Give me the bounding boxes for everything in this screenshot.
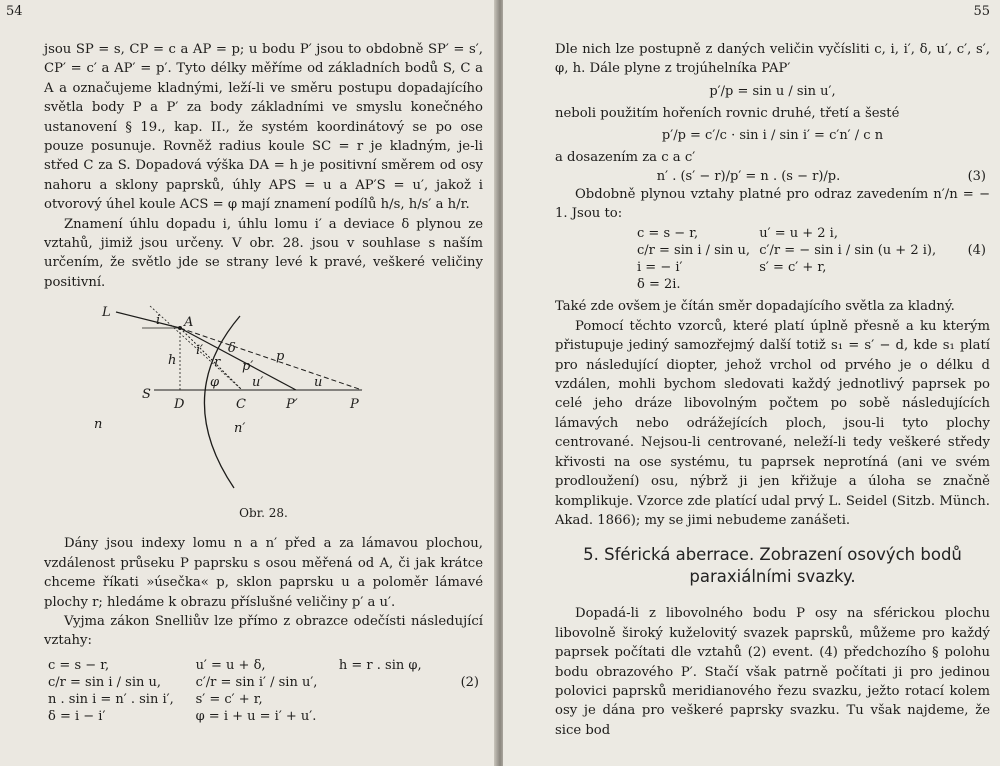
- label-L: L: [102, 305, 111, 321]
- label-p: p: [276, 349, 285, 365]
- equation: δ = 2i.: [637, 277, 681, 293]
- equation: c/r = sin i / sin u,: [637, 243, 751, 259]
- equation: c = s − r,: [48, 657, 110, 673]
- equation: c′/r = − sin i / sin (u + 2 i),: [759, 243, 937, 259]
- label-n-prime: n′: [234, 421, 246, 437]
- equation: u′ = u + 2 i,: [759, 226, 838, 242]
- figure-28: [44, 298, 483, 520]
- label-n: n: [94, 417, 103, 433]
- equation: p′/p = c′/c · sin i / sin i′ = c′n′ / c n: [661, 128, 884, 144]
- equation: s′ = c′ + r,: [759, 260, 827, 276]
- label-D: D: [174, 397, 185, 413]
- paragraph: Dány jsou indexy lomu n a n′ před a za lámavou plochou, vzdálenost průseku P paprsku s osou měřená od A, či jak krátce chceme říkati »úsečka« p, sklon paprsku u a poloměr lámavé plochy r; hledáme k obrazu příslušné veličiny p′ a u′.: [44, 536, 483, 610]
- equation: u′ = u + δ,: [195, 657, 266, 673]
- equation: φ = i + u = i′ + u′.: [195, 708, 317, 724]
- equation: n′ . (s′ − r)/p′ = n . (s − r)/p.: [656, 168, 841, 184]
- equation-block-4: [555, 225, 990, 293]
- page-number-right: 55: [973, 4, 990, 19]
- label-delta: δ: [228, 341, 236, 357]
- paragraph: Dopadá-li z libovolného bodu P osy na sférickou plochu libovolně široký kuželovitý svazek paprsků, můžeme pro každý paprsek počítati dle vztahů (2) event. (4) předchozího § polohu bodu obrazového P′. Stačí však patrně počítati ji pro jedinou polovici paprsků meridianového řezu svazku, ježto rotací kolem osy je dána pro veškeré paprsky svazku. Tu však najdeme, že sice bod: [555, 606, 990, 738]
- paragraph: a dosazením za c a c′: [555, 150, 696, 166]
- incident-ray: [116, 312, 180, 328]
- equation: δ = i − i′: [48, 708, 106, 724]
- left-page: [0, 0, 497, 766]
- equation: p′/p = sin u / sin u′,: [709, 83, 836, 99]
- label-u: u: [314, 375, 323, 391]
- equation: s′ = c′ + r,: [195, 691, 263, 707]
- equation: c′/r = sin i′ / sin u′,: [195, 674, 318, 690]
- label-h: h: [168, 353, 177, 369]
- equation-number: (3): [967, 168, 986, 184]
- label-P: P: [350, 397, 359, 413]
- label-S: S: [142, 387, 151, 403]
- page-number-left: 54: [6, 4, 23, 19]
- right-page: [503, 0, 1000, 766]
- label-i-prime: i′: [196, 343, 204, 359]
- label-A: A: [184, 315, 194, 331]
- point-A: [178, 326, 182, 330]
- label-P-prime: P′: [286, 397, 298, 413]
- paragraph: Obdobně plynou vztahy platné pro odraz zavedením n′/n = − 1. Jsou to:: [555, 186, 990, 222]
- figure-caption: Obr. 28.: [239, 506, 288, 521]
- paragraph: Znamení úhlu dopadu i, úhlu lomu i′ a deviace δ plynou ze vztahů, jimiž jsou určeny. V obr. 28. jsou v souhlase s naším určením, že světlo jde se strany levé k pravé, veškeré veličiny positivní.: [44, 216, 483, 290]
- equation: n . sin i = n′ . sin i′,: [48, 691, 174, 707]
- equation: c/r = sin i / sin u,: [48, 674, 162, 690]
- label-i: i: [156, 313, 161, 329]
- paragraph: Dle nich lze postupně z daných veličin vyčísliti c, i, i′, δ, u′, c′, s′, φ, h. Dále plyne z trojúhelníka PAP′: [555, 42, 990, 77]
- equation: c = s − r,: [637, 226, 699, 242]
- label-phi: φ: [210, 375, 220, 391]
- label-u-prime: u′: [252, 375, 264, 391]
- label-C: C: [236, 397, 246, 413]
- equation-block-2: [44, 657, 483, 725]
- label-r: r: [214, 355, 221, 371]
- equation: i = − i′: [637, 260, 683, 276]
- paragraph: Pomocí těchto vzorců, které platí úplně přesně a ku kterým přistupuje jediný samozřejmý další totiž s₁ = s′ − d, kde s₁ platí pro následující diopter, jehož vrchol od prvého je o délku d vzdálen, mohli bychom sledovati každý jednotlivý paprsek po celé jeho dráze libovolným počtem po sobě následujících lámavých nebo odrážejících ploch, jsou-li tyto plochy centrované. Nejsou-li centrované, neleží-li tedy veškeré středy křivosti na ose systému, tu paprsek neprotíná (ani ve svém prodloužení) osu, nýbrž ji jen křižuje a úloha se značně komplikuje. Vzorce zde platící udal prvý L. Seidel (Sitzb. Münch. Akad. 1866); my se jimi nebudeme zanášeti.: [555, 318, 990, 528]
- paragraph: jsou SP = s, CP = c a AP = p; u bodu P′ jsou to obdobně SP′ = s′, CP′ = c′ a AP′ = p′. Tyto délky měříme od základních bodů S, C a A a označujeme kladnými, leží-li ve směru postupu dopadajícího světla body P a P′ za body základními ve smyslu konečného ustanovení § 19., kap. II., že systém koordinátový se po ose pouze posunuje. Rovněž radius koule SC = r je kladným, je-li střed C za S. Dopadová výška DA = h je positivní směrem od osy nahoru a sklony paprsků, úhly APS = u a AP′S = u′, jakož i otvorový úhel koule ACS = φ mají znamení podílů h/s, h/s′ a h/r.: [44, 42, 483, 213]
- refraction-diagram: [44, 298, 464, 498]
- equation-block-3: [555, 168, 990, 185]
- paragraph: neboli použitím hořeních rovnic druhé, třetí a šesté: [555, 105, 900, 121]
- equation-number: (4): [967, 243, 986, 259]
- section-heading: 5. Sférická aberrace. Zobrazení osových bodů paraxiálními svazky.: [583, 545, 962, 587]
- equation-number: (2): [460, 674, 479, 690]
- paragraph: Vyjma zákon Snelliův lze přímo z obrazce odečísti následující vztahy:: [44, 613, 483, 649]
- paragraph: Také zde ovšem je čítán směr dopadajícího světla za kladný.: [555, 299, 955, 315]
- label-p-prime: p′: [242, 359, 254, 375]
- equation: h = r . sin φ,: [338, 657, 422, 673]
